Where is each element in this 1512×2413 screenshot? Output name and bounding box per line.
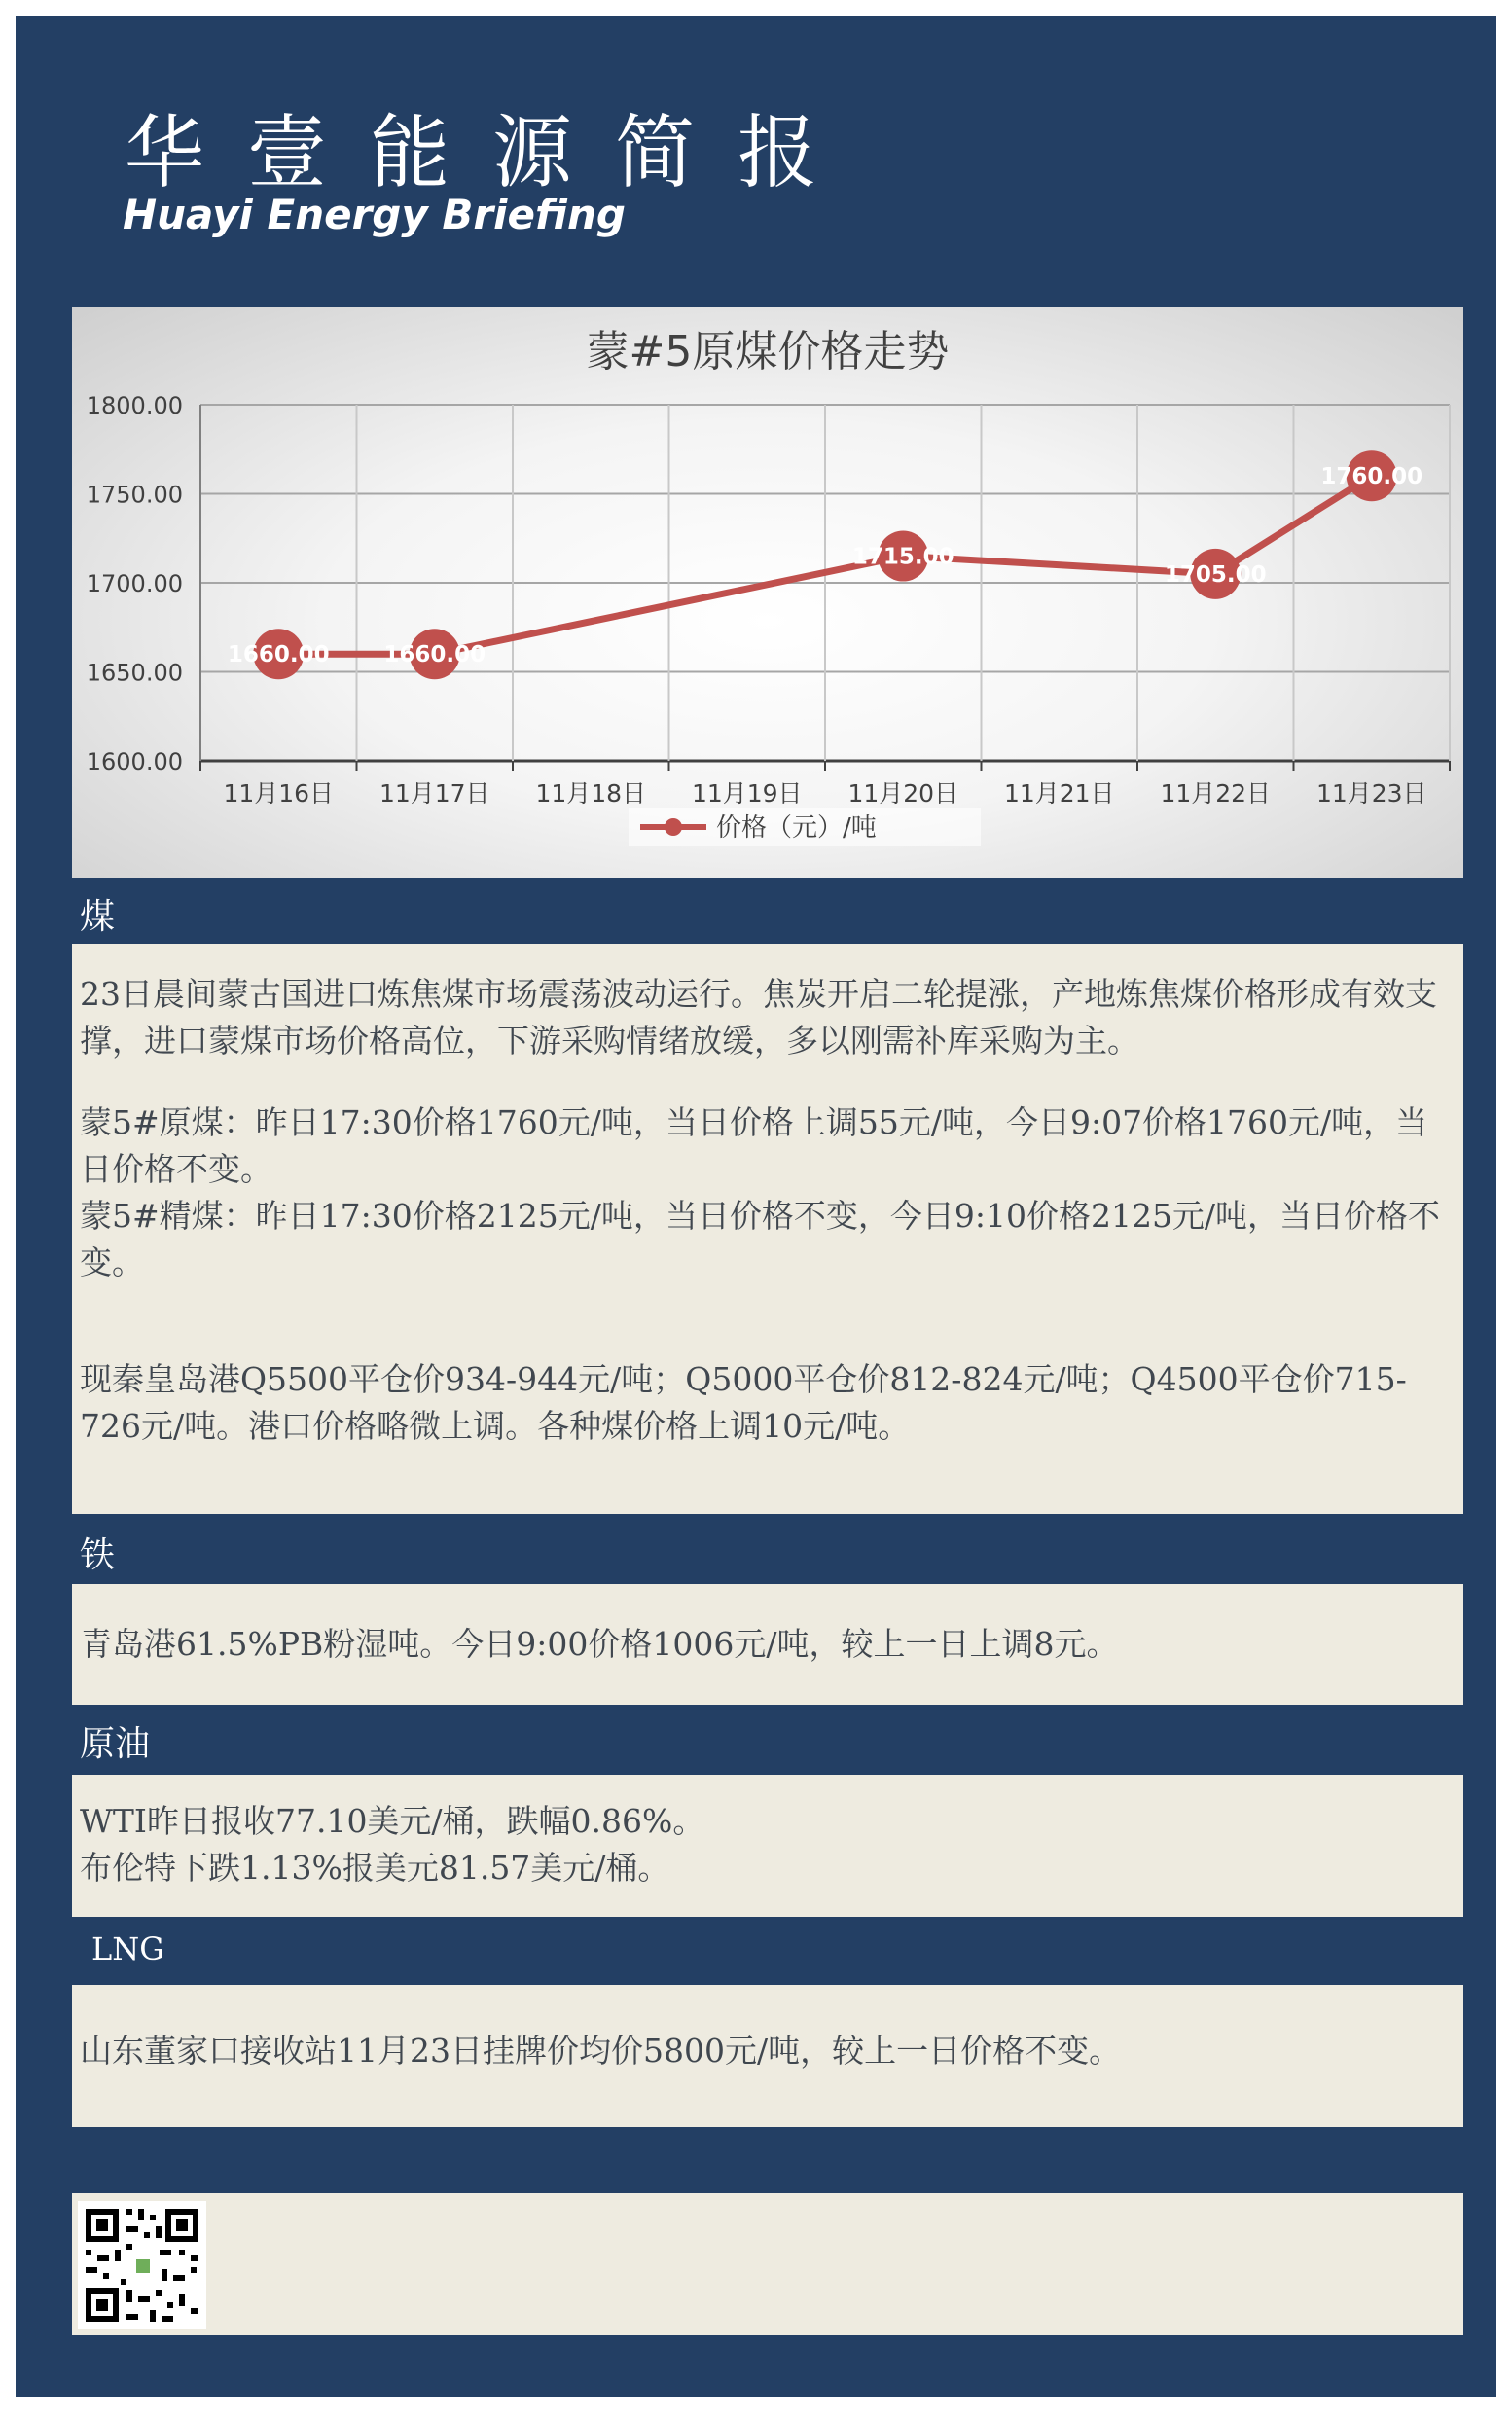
coal-port-price-text: 现秦皇岛港Q5500平仓价934-944元/吨；Q5000平仓价812-824元/吨；Q4500平仓价715-726元/吨。港口价格略微上调。各种煤价格上调10元/吨。 — [80, 1360, 1407, 1445]
oil-card — [72, 1775, 1463, 1917]
x-tick-label: 11月22日 — [1160, 779, 1272, 808]
iron-card — [72, 1584, 1463, 1705]
chart-title: 蒙#5原煤价格走势 — [586, 327, 950, 377]
y-tick-label: 1600.00 — [86, 748, 183, 775]
lng-card — [72, 1985, 1463, 2127]
section-heading-coal: 煤 — [80, 897, 116, 937]
section-heading-iron: 铁 — [80, 1535, 116, 1575]
data-label: 1760.00 — [1320, 464, 1423, 490]
x-tick-label: 11月23日 — [1315, 779, 1427, 808]
qr-code-icon[interactable] — [78, 2201, 206, 2329]
data-label: 1660.00 — [227, 642, 330, 668]
lng-price-text: 山东董家口接收站11月23日挂牌价均价5800元/吨，较上一日价格不变。 — [80, 2032, 1122, 2070]
x-tick-label: 11月16日 — [223, 779, 335, 808]
coal-card — [72, 944, 1463, 1514]
y-tick-label: 1700.00 — [86, 570, 183, 597]
coal-raw-price-text: 蒙5#原煤：昨日17:30价格1760元/吨，当日价格上调55元/吨，今日9:07价格1760元/吨，当日价格不变。 — [80, 1103, 1428, 1188]
data-label: 1715.00 — [851, 544, 954, 570]
oil-wti-text: WTI昨日报收77.10美元/桶，跌幅0.86%。 — [80, 1802, 705, 1840]
footer-card — [72, 2193, 1463, 2335]
qr-code-graphic — [78, 2201, 206, 2329]
section-heading-oil: 原油 — [80, 1724, 151, 1764]
x-tick-label: 11月20日 — [847, 779, 959, 808]
section-heading-lng: LNG — [91, 1930, 164, 1967]
price-line-chart — [72, 307, 1463, 878]
page-subtitle: Huayi Energy Briefing — [123, 191, 626, 238]
y-tick-label: 1750.00 — [86, 481, 183, 509]
oil-brent-text: 布伦特下跌1.13%报美元81.57美元/桶。 — [80, 1849, 670, 1887]
x-tick-label: 11月18日 — [535, 779, 647, 808]
y-tick-label: 1800.00 — [86, 392, 183, 419]
x-tick-label: 11月21日 — [1003, 779, 1115, 808]
legend-swatch-marker — [665, 818, 682, 836]
x-tick-label: 11月19日 — [691, 779, 803, 808]
coal-summary-text: 23日晨间蒙古国进口炼焦煤市场震荡波动运行。焦炭开启二轮提涨，产地炼焦煤价格形成有效支撑，进口蒙煤市场价格高位，下游采购情绪放缓，多以刚需补库采购为主。 — [80, 975, 1437, 1060]
x-tick-label: 11月17日 — [378, 779, 490, 808]
data-label: 1705.00 — [1164, 561, 1267, 588]
y-tick-label: 1650.00 — [86, 659, 183, 687]
page-title: 华壹能源简报 — [125, 107, 861, 199]
iron-price-text: 青岛港61.5%PB粉湿吨。今日9:00价格1006元/吨，较上一日上调8元。 — [80, 1625, 1119, 1663]
price-chart-panel — [72, 307, 1463, 878]
coal-washed-price-text: 蒙5#精煤：昨日17:30价格2125元/吨，当日价格不变，今日9:10价格2125元/吨，当日价格不变。 — [80, 1197, 1441, 1281]
legend-label: 价格（元）/吨 — [716, 813, 877, 843]
data-label: 1660.00 — [383, 642, 486, 668]
